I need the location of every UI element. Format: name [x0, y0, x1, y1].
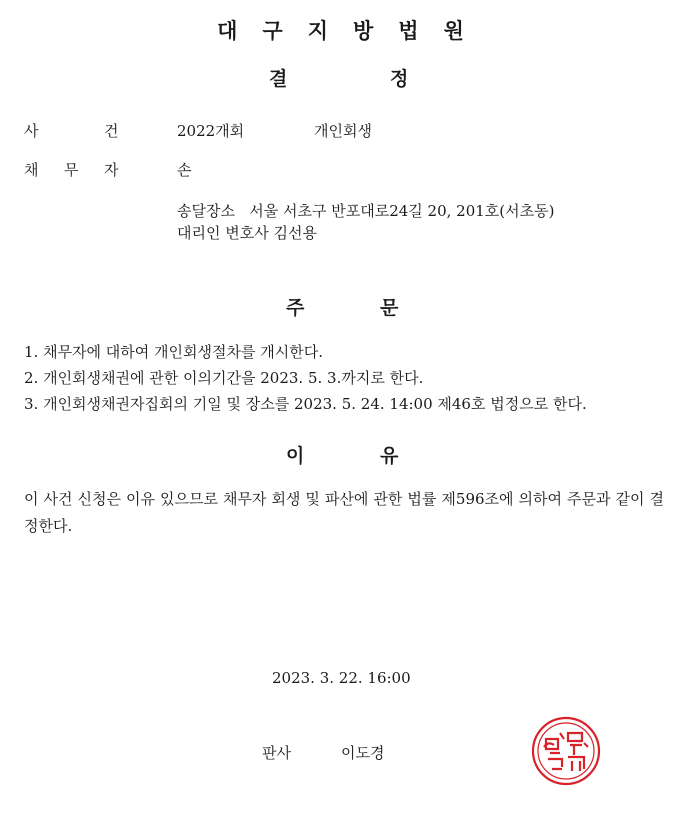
decision-date: 2023. 3. 22. 16:00 — [272, 669, 411, 687]
doc-title-right: 정 — [390, 68, 409, 90]
reason-text: 이 사건 신청은 이유 있으므로 채무자 회생 및 파산에 관한 법률 제596조에 의하여 주문과 같이 결정한다. — [24, 490, 664, 535]
court-name: 대구지방법원 — [217, 19, 489, 43]
judge-title: 판사 — [262, 744, 291, 762]
case-number: 2022개회 — [177, 122, 245, 140]
order-item-1: 1. 채무자에 대하여 개인회생절차를 개시한다. — [24, 343, 323, 361]
order-item-2: 2. 개인회생채권에 관한 이의기간을 2023. 5. 3.까지로 한다. — [24, 369, 424, 387]
order-item-3: 3. 개인회생채권자집회의 기일 및 장소를 2023. 5. 24. 14:00 제46호 법정으로 한다. — [24, 395, 587, 413]
doc-title-left: 결 — [269, 68, 288, 90]
order-heading-right: 문 — [380, 297, 399, 319]
judge-name: 이도경 — [341, 744, 385, 762]
case-label-2: 건 — [104, 122, 119, 140]
reason-heading-left: 이 — [286, 445, 305, 467]
debtor-label-3: 자 — [104, 161, 119, 179]
order-heading-left: 주 — [286, 297, 305, 319]
service-address: 송달장소 서울 서초구 반포대로24길 20, 201호(서초동) — [177, 202, 555, 220]
case-label-1: 사 — [24, 122, 39, 140]
agent: 대리인 변호사 김선용 — [177, 224, 317, 242]
debtor-label-2: 무 — [64, 161, 79, 179]
case-type: 개인회생 — [314, 122, 372, 140]
debtor-label-1: 채 — [24, 161, 39, 179]
debtor-name: 손 — [177, 161, 192, 179]
reason-heading-right: 유 — [380, 445, 399, 467]
court-seal-stamp-icon — [530, 715, 602, 787]
